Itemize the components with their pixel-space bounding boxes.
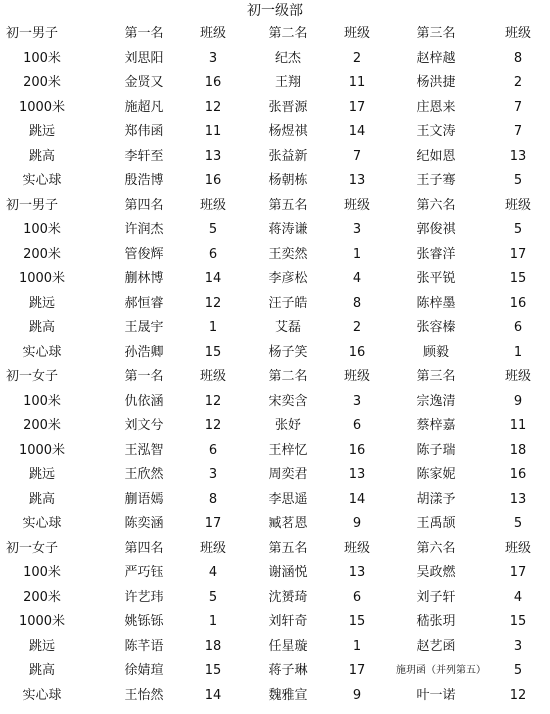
class-cell: 11: [204, 124, 222, 139]
header-cell: 第六名: [416, 197, 456, 213]
event-cell: 跳高: [28, 320, 55, 335]
class-cell: 14: [348, 124, 366, 139]
name-cell: 陈芊语: [124, 638, 164, 654]
class-cell: 5: [208, 222, 218, 237]
name-cell: 李思遥: [268, 491, 308, 507]
result-row: [0, 341, 550, 365]
page-title: 初一级部: [247, 3, 303, 19]
name-cell: 胡漾予: [416, 491, 456, 507]
class-cell: 5: [513, 222, 523, 237]
class-cell: 13: [509, 491, 527, 507]
result-row: [0, 47, 550, 71]
result-row: [0, 218, 550, 242]
name-cell: 蒯林博: [124, 271, 164, 286]
name-cell: 徐婧瑄: [124, 663, 164, 678]
class-cell: 8: [352, 295, 362, 311]
event-cell: 100米: [23, 222, 61, 237]
name-cell: 谢涵悦: [268, 565, 308, 580]
class-cell: 17: [509, 246, 527, 262]
class-cell: 16: [204, 75, 222, 90]
class-cell: 17: [204, 516, 222, 531]
name-cell: 殷浩博: [124, 173, 164, 188]
name-cell: 陈子瑞: [416, 442, 456, 458]
event-cell: 实心球: [22, 516, 62, 531]
class-cell: 12: [204, 99, 222, 115]
class-cell: 17: [348, 663, 366, 678]
class-cell: 2: [513, 75, 523, 90]
name-cell: 刘文兮: [124, 418, 164, 433]
class-cell: 17: [348, 99, 366, 115]
name-cell: 蒋涛谦: [268, 222, 308, 237]
header-cell: 初一男子: [6, 197, 59, 213]
name-cell: 施超凡: [124, 99, 164, 115]
class-cell: 7: [513, 99, 523, 115]
result-row: [0, 316, 550, 340]
section-header-row: [0, 22, 550, 46]
event-cell: 跳远: [28, 124, 55, 139]
class-cell: 9: [352, 687, 362, 703]
name-cell: 孙浩卿: [124, 344, 164, 360]
name-cell: 叶一诺: [416, 687, 456, 703]
name-cell: 郑伟函: [124, 124, 164, 139]
name-cell: 魏雅宣: [268, 687, 308, 703]
result-row: [0, 145, 550, 169]
name-cell: 施玥函（并列第五）: [396, 665, 486, 676]
name-cell: 张益新: [268, 148, 308, 164]
class-cell: 4: [513, 589, 523, 605]
result-row: [0, 610, 550, 634]
name-cell: 姚铄铄: [124, 614, 164, 629]
class-cell: 3: [352, 222, 362, 237]
name-cell: 王文涛: [416, 124, 456, 139]
name-cell: 李轩至: [124, 148, 164, 164]
event-cell: 跳远: [28, 638, 55, 654]
class-cell: 13: [204, 148, 222, 164]
name-cell: 王泓智: [124, 442, 164, 458]
class-cell: 7: [513, 124, 523, 139]
class-cell: 16: [509, 295, 527, 311]
class-cell: 3: [513, 638, 523, 654]
class-cell: 6: [208, 442, 218, 458]
name-cell: 张妤: [274, 418, 301, 433]
result-row: [0, 96, 550, 120]
name-cell: 王欣然: [124, 467, 164, 482]
class-cell: 2: [352, 320, 362, 335]
section-header-row: [0, 537, 550, 561]
name-cell: 庄恩来: [416, 99, 456, 115]
header-cell: 第三名: [416, 26, 456, 41]
header-cell: 第二名: [268, 26, 308, 41]
result-row: [0, 390, 550, 414]
header-cell: 第二名: [268, 369, 308, 384]
class-cell: 12: [509, 687, 527, 703]
name-cell: 王晟宇: [124, 320, 164, 335]
name-cell: 吴政燃: [416, 565, 456, 580]
event-cell: 跳高: [28, 491, 55, 507]
name-cell: 宗逸清: [416, 393, 456, 409]
header-cell: 班级: [199, 369, 226, 384]
header-cell: 班级: [343, 197, 370, 213]
name-cell: 艾磊: [274, 320, 301, 335]
name-cell: 金贤又: [124, 75, 164, 90]
event-cell: 200米: [23, 418, 61, 433]
header-cell: 初一男子: [6, 26, 59, 41]
header-cell: 班级: [199, 540, 226, 556]
name-cell: 蒋子琳: [268, 663, 308, 678]
header-cell: 班级: [504, 26, 531, 41]
header-cell: 第三名: [416, 369, 456, 384]
event-cell: 100米: [23, 565, 61, 580]
class-cell: 14: [348, 491, 366, 507]
name-cell: 陈梓墨: [416, 295, 456, 311]
class-cell: 13: [348, 565, 366, 580]
event-cell: 200米: [23, 589, 61, 605]
section-header-row: [0, 194, 550, 218]
event-cell: 200米: [23, 246, 61, 262]
class-cell: 15: [204, 663, 222, 678]
name-cell: 王奕然: [268, 246, 308, 262]
event-cell: 200米: [23, 75, 61, 90]
header-cell: 班级: [343, 369, 370, 384]
name-cell: 许润杰: [124, 222, 164, 237]
class-cell: 5: [513, 663, 523, 678]
name-cell: 张睿洋: [416, 246, 456, 262]
result-row: [0, 488, 550, 512]
class-cell: 16: [204, 173, 222, 188]
name-cell: 王禹颉: [416, 516, 456, 531]
name-cell: 刘子轩: [416, 589, 456, 605]
name-cell: 纪如恩: [416, 148, 456, 164]
name-cell: 张容榛: [416, 320, 456, 335]
event-cell: 跳远: [28, 467, 55, 482]
header-cell: 初一女子: [6, 369, 59, 384]
class-cell: 3: [352, 393, 362, 409]
section-header-row: [0, 365, 550, 389]
event-cell: 1000米: [18, 271, 66, 286]
name-cell: 陈家妮: [416, 467, 456, 482]
header-cell: 第五名: [268, 197, 308, 213]
event-cell: 跳高: [28, 663, 55, 678]
class-cell: 12: [204, 393, 222, 409]
header-cell: 班级: [504, 369, 531, 384]
class-cell: 5: [513, 173, 523, 188]
name-cell: 许艺玮: [124, 589, 164, 605]
name-cell: 宋奕含: [268, 393, 308, 409]
result-row: [0, 292, 550, 316]
event-cell: 100米: [23, 50, 61, 66]
name-cell: 郝恒睿: [124, 295, 164, 311]
class-cell: 1: [352, 638, 362, 654]
result-row: [0, 414, 550, 438]
name-cell: 王子骞: [416, 173, 456, 188]
name-cell: 杨子笑: [268, 344, 308, 360]
result-row: [0, 635, 550, 659]
name-cell: 张晋源: [268, 99, 308, 115]
class-cell: 13: [348, 173, 366, 188]
event-cell: 1000米: [18, 614, 66, 629]
header-cell: 第四名: [124, 540, 164, 556]
result-row: [0, 120, 550, 144]
name-cell: 纪杰: [274, 50, 301, 66]
class-cell: 2: [352, 50, 362, 66]
name-cell: 蔡梓嘉: [416, 418, 456, 433]
class-cell: 3: [208, 50, 218, 66]
name-cell: 李彦松: [268, 271, 308, 286]
class-cell: 16: [509, 467, 527, 482]
header-cell: 班级: [343, 26, 370, 41]
class-cell: 12: [204, 418, 222, 433]
name-cell: 仇依涵: [124, 393, 164, 409]
class-cell: 4: [352, 271, 362, 286]
result-row: [0, 439, 550, 463]
name-cell: 嵇张玥: [416, 614, 456, 629]
name-cell: 赵梓越: [416, 50, 456, 66]
name-cell: 张平锐: [416, 271, 456, 286]
class-cell: 15: [204, 344, 222, 360]
class-cell: 11: [509, 418, 527, 433]
header-cell: 班级: [504, 197, 531, 213]
class-cell: 18: [204, 638, 222, 654]
header-cell: 班级: [199, 26, 226, 41]
header-cell: 第一名: [124, 369, 164, 384]
name-cell: 管俊辉: [124, 246, 164, 262]
class-cell: 6: [352, 589, 362, 605]
class-cell: 1: [513, 344, 523, 360]
name-cell: 杨朝栋: [268, 173, 308, 188]
name-cell: 王梓忆: [268, 442, 308, 458]
header-cell: 初一女子: [6, 540, 59, 556]
class-cell: 8: [513, 50, 523, 66]
name-cell: 沈赟琦: [268, 589, 308, 605]
class-cell: 6: [352, 418, 362, 433]
class-cell: 9: [513, 393, 523, 409]
class-cell: 5: [208, 589, 218, 605]
result-row: [0, 267, 550, 291]
name-cell: 刘轩奇: [268, 614, 308, 629]
name-cell: 王翔: [274, 75, 301, 90]
class-cell: 7: [352, 148, 362, 164]
name-cell: 郭俊祺: [416, 222, 456, 237]
header-cell: 第一名: [124, 26, 164, 41]
result-row: [0, 561, 550, 585]
class-cell: 15: [509, 271, 527, 286]
result-row: [0, 659, 550, 683]
class-cell: 15: [348, 614, 366, 629]
result-row: [0, 169, 550, 193]
result-row: [0, 71, 550, 95]
name-cell: 刘思阳: [124, 50, 164, 66]
class-cell: 5: [513, 516, 523, 531]
class-cell: 16: [348, 344, 366, 360]
class-cell: 17: [509, 565, 527, 580]
event-cell: 100米: [23, 393, 61, 409]
event-cell: 1000米: [18, 442, 66, 458]
header-cell: 班级: [504, 540, 531, 556]
class-cell: 6: [208, 246, 218, 262]
name-cell: 王怡然: [124, 687, 164, 703]
event-cell: 跳高: [28, 148, 55, 164]
name-cell: 顾毅: [422, 344, 449, 360]
class-cell: 1: [208, 614, 218, 629]
event-cell: 1000米: [18, 99, 66, 115]
class-cell: 15: [509, 614, 527, 629]
event-cell: 跳远: [28, 295, 55, 311]
name-cell: 杨洪捷: [416, 75, 456, 90]
result-row: [0, 684, 550, 708]
name-cell: 任星璇: [268, 638, 308, 654]
name-cell: 赵艺函: [416, 638, 456, 654]
class-cell: 3: [208, 467, 218, 482]
class-cell: 1: [208, 320, 218, 335]
event-cell: 实心球: [22, 687, 62, 703]
header-cell: 第五名: [268, 540, 308, 556]
class-cell: 11: [348, 75, 366, 90]
header-cell: 第六名: [416, 540, 456, 556]
class-cell: 9: [352, 516, 362, 531]
result-row: [0, 243, 550, 267]
header-cell: 班级: [343, 540, 370, 556]
name-cell: 陈奕涵: [124, 516, 164, 531]
class-cell: 16: [348, 442, 366, 458]
header-cell: 第四名: [124, 197, 164, 213]
class-cell: 18: [509, 442, 527, 458]
class-cell: 13: [509, 148, 527, 164]
class-cell: 1: [352, 246, 362, 262]
result-row: [0, 463, 550, 487]
name-cell: 蒯语嫣: [124, 491, 164, 507]
class-cell: 14: [204, 271, 222, 286]
event-cell: 实心球: [22, 173, 62, 188]
class-cell: 4: [208, 565, 218, 580]
event-cell: 实心球: [22, 344, 62, 360]
class-cell: 8: [208, 491, 218, 507]
name-cell: 严巧钰: [124, 565, 164, 580]
result-row: [0, 586, 550, 610]
header-cell: 班级: [199, 197, 226, 213]
class-cell: 12: [204, 295, 222, 311]
name-cell: 周奕君: [268, 467, 308, 482]
name-cell: 杨煜祺: [268, 124, 308, 139]
result-row: [0, 512, 550, 536]
class-cell: 14: [204, 687, 222, 703]
name-cell: 汪子皓: [268, 295, 308, 311]
name-cell: 臧茗恩: [268, 516, 308, 531]
class-cell: 6: [513, 320, 523, 335]
class-cell: 13: [348, 467, 366, 482]
